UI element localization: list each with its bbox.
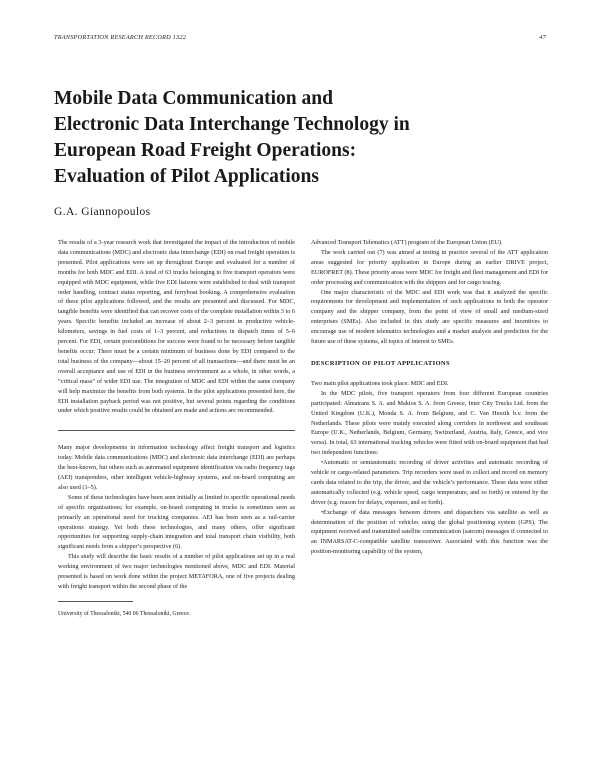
- body-paragraph: Two main pilot applications took place: MDC and EDI.: [311, 379, 449, 387]
- body-paragraph: The work carried out (7) was aimed at testing in practice several of the ATT application areas suggested for priority application in Europe during an earlier DRIVE project, EUROFRET (8). These priority areas were MDC for freight and fleet management and EDI for order processing and communication with the shippers and for cargo tracing.: [311, 248, 548, 286]
- bullet-item: • Automatic or semiautomatic recording of driver activities and automatic recording of vehicle or cargo-related parameters. Trip recorders were used to collect and record on memory cards data related to the trip, the driver, and the vehicle’s performance. These data were either automatically collected (e.g. vehicle speed, cargo temperature, and so forth) or entered by the driver (e.g. reason for delays, expenses, and so forth).: [311, 458, 548, 508]
- left-column: [58, 238, 295, 618]
- body-paragraph: Some of these technologies have been seen initially as limited to specific operational needs of specific organisations; for example, on-board computing in trucks is sometimes seen as primarily an operational need for trucking companies. AEI has been seen as a rail-carrier operations strategy. Yet both these technologies, and many others, offer significant opportunities for supporting supply-chain integration and total transport chain visibility, both significant needs from a shipper’s perspective (6).: [58, 493, 295, 551]
- journal-name: TRANSPORTATION RESEARCH RECORD 1322: [54, 34, 187, 41]
- bullet-item: • Exchange of data messages between drivers and dispatchers via satellite as well as determination of the position of vehicles using the global positioning system (GPS). The equipment received and transmitted satellite communication (satcom) messages if connected to an INMARSAT-C-compatible satellite transceiver. Associated with this function was the position-monitoring capability of the system,: [311, 508, 548, 558]
- paper-title: [54, 86, 554, 190]
- title-line-1: Mobile Data Communication and: [54, 88, 333, 109]
- running-header: [54, 34, 546, 46]
- body-paragraph: Many major developments in information technology affect freight transport and logistics today. Mobile data communications (MDC) and electronic data interchange (EDI) are perhaps the best-known, but others such as automated equipment identification via radio frequency tags (AEI) transponders, other intelligent vehicle-highway systems, and on-board computing are also used (1–5).: [58, 444, 295, 491]
- abstract: [58, 238, 295, 416]
- footnote-divider: [58, 601, 133, 602]
- title-line-4: Evaluation of Pilot Applications: [54, 166, 319, 187]
- author-name: G.A. Giannopoulos: [54, 206, 151, 218]
- body-paragraph: One major characteristic of the MDC and EDI work was that it analyzed the specific requirements for development and implementation of such applications in both the operator company and the shipper company, from the point of view of small and medium-sized enterprises (SMEs). Also included in this study are specific measures and incentives to encourage use of modern telematics technologies and a market analysis and prediction for the future use of these systems, all topics of interest to SMEs.: [311, 288, 548, 346]
- title-line-3: European Road Freight Operations:: [54, 140, 357, 161]
- author-affiliation-footnote: University of Thessaloniki, 540 06 Thessaloniki, Greece.: [58, 610, 191, 617]
- body-paragraph: In the MDC pilots, five transport operators from four different European countries participated: Almatrans S. A. and Makios S. A. from Greece, Inter City Trucks Ltd. from the United Kingdom (U.K.), Monda S. A. from Belgium, and C. Van Heezik b.v. from the Netherlands. These pilots were mainly executed along corridors in northwest and southeast Europe (U.K., Netherlands, Belgium, Germany, Switzerland, Austria, Italy, Greece, and vice versa). In total, 63 international tracking vehicles were fitted with on-board equipment that had two independent functions:: [311, 389, 548, 457]
- title-line-2: Electronic Data Interchange Technology in: [54, 114, 410, 135]
- body-paragraph: This study will describe the basic results of a number of pilot applications set up in a real working environment of two major technologies mentioned above, MDC and EDI. Material presented is based on work done within the project METAFORA, one of five projects dealing with freight transport within the second phase of the: [58, 553, 295, 590]
- abstract-text: The results of a 3-year research work that investigated the impact of the introduction of mobile data communications (MDC) and electronic data interchange (EDI) on road freight operation is presented. Pilot applications were set up throughout Europe and evaluated for a number of months for both MDC and EDI. A total of 63 trucks belonging to five transport operators were equipped with MDC equipment, while five EDI liaisons were established to deal with transport order handling, contract status reporting, and ferryboat booking. A comprehensive evaluation of these pilot applications followed, and the results are presented and discussed. For MDC, tangible benefits were identified that can recover costs of the complete installation within 3 to 6 years. Specific benefits included an increase of about 2–3 percent in productive vehicle-kilometers, savings in fuel costs of 1–3 percent, and reductions in dispatch times of 5–6 percent. For EDI, certain preconditions for success were found to be necessary before tangible benefits occur: There must be a certain minimum of business done by EDI compared to the total business of the company—about 15–20 percent of all transactions—and there must be an overall acceptance and use of EDI in the business environment as a whole, in other words, a “critical mass” of wider EDI use. The integration of MDC and EDI within the same company will help maximize the benefits from both systems. In the pilot applications presented here, the EDI installation payback period was not positive, but several points regarding the conditions under which positive results could be obtained are made and actions are recommended.: [58, 239, 295, 415]
- abstract-divider: [58, 430, 295, 431]
- right-column: [311, 238, 548, 557]
- page-number: 47: [539, 34, 546, 41]
- body-paragraph: Advanced Transport Telematics (ATT) program of the European Union (EU).: [311, 239, 503, 246]
- section-heading: DESCRIPTION OF PILOT APPLICATIONS: [311, 359, 450, 367]
